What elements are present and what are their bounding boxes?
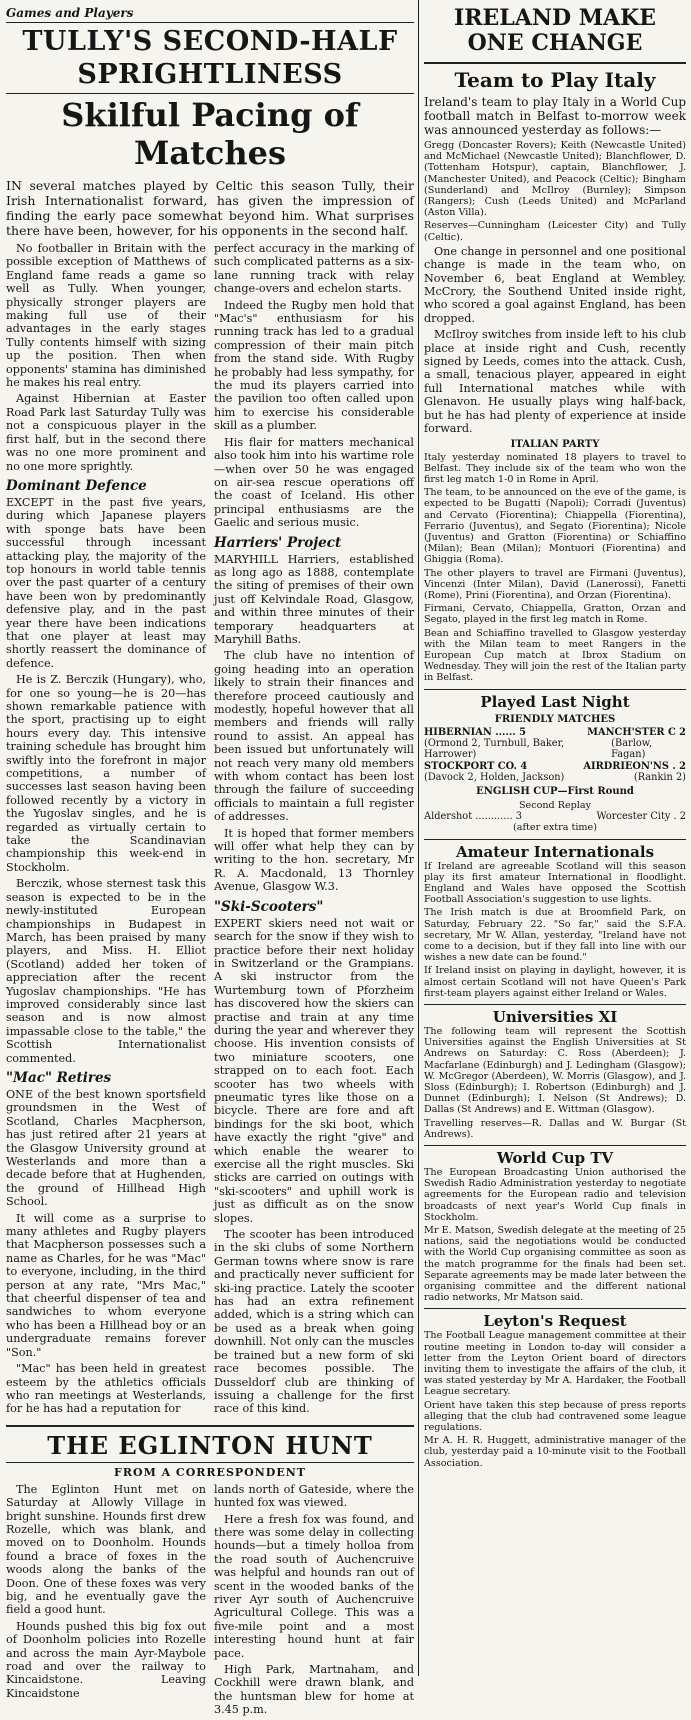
eglinton-column-b: [214, 1483, 414, 1720]
article-column-a: [6, 242, 206, 1419]
home-team-score: STOCKPORT CO. 4: [424, 760, 528, 772]
paragraph: EXCEPT in the past five years, during which Japanese players with sponge bats have been successful through incessant attacking play, the majority of the top honours in world table tennis over the past quarter of a century have been won by predominantly defensive play, and in the past year there have been indications that one player at least may shortly reassert the dominance of defence.: [6, 495, 206, 670]
harriers-project-heading: Harriers' Project: [214, 534, 342, 551]
paragraph: Orient have taken this step because of press reports alleging that the club had contravened some league regulations.: [424, 1399, 686, 1434]
paragraph: EXPERT skiers need not wait or search for the snow if they wish to practice before their next holiday in Switzerland or the Grampians. A ski instructor from the Wurtemburg town of Pforzheim has discovered how the skiers can practise and train at any time during the year and wherever they choose. His invention consists of two miniature scooters, one strapped on to each foot. Each scooter has two wheels with pneumatic tyres like those on a bicycle. There are fore and aft bindings for the ski boot, which have exactly the right "give" and which enable the wearer to exercise all the right muscles. Ski sticks are carried on outings with "ski-scooters" and uphill work is just as difficult as on the snow slopes.: [214, 916, 414, 1225]
paragraph: The following team will represent the Scottish Universities against the English Universities at St Andrews on Saturday: C. Ross (Aberdeen); J. Macfarlane (Edinburgh) and J. Ledingham (Glasgow); W. McGregor (Aberdeen), W. Morris (Glasgow), and J. Sloss (Edinburgh); I. Robertson (Edinburgh) and J. Dunnet (Edinburgh); I. Nelson (St Andrews); D. Dallas (St Andrews) and E. Wittman (Glasgow).: [424, 1025, 686, 1116]
paragraph: If Ireland insist on playing in daylight, however, it is almost certain Scotland will not have Queen's Park first-team players against either Ireland or Wales.: [424, 965, 686, 999]
paragraph: High Park, Martnaham, and Cockhill were drawn blank, and the huntsman blew for home at 3.45 p.m.: [214, 1663, 414, 1717]
paragraph: Mr E. Matson, Swedish delegate at the meeting of 25 nations, said the negotiations would be conducted with the World Cup organising committee as soon as the match programme for the finals had been set. Separate agreements may be made later between the organising committee and the different national radio networks, Mr Matson said.: [424, 1225, 686, 1304]
ireland-column: [424, 0, 686, 1676]
ski-scooters-heading: "Ski-Scooters": [214, 898, 324, 915]
paragraph: The Irish match is due at Broomfield Park, on Saturday, February 22. "So far," said the S.F.A. secretary, Mr W. Allan, yesterday, "Ireland have not come to a decision, but if they fall into line with our wishes a new date can be found.": [424, 907, 686, 964]
mac-retires-heading: "Mac" Retires: [6, 1069, 112, 1086]
headline-line-1: TULLY'S SECOND-HALF: [22, 26, 398, 57]
paragraph: Firmani, Cervato, Chiappella, Gratton, Orzan and Segato, played in the first leg match in Rome.: [424, 603, 686, 626]
paragraph: The Eglinton Hunt met on Saturday at Allowly Village in bright sunshine. Hounds first drew Rozelle, which was blank, and moved on to Doonholm. Hounds found a brace of foxes in the woods along the banks of the Doon. One of these foxes was very big, and he eventually gave the field a good hunt.: [6, 1482, 206, 1617]
headline-line-2: SPRIGHTLINESS: [77, 59, 343, 90]
friendly-matches-heading: FRIENDLY MATCHES: [494, 713, 616, 725]
eglinton-column-a: [6, 1483, 206, 1720]
paragraph: The other players to travel are Firmani (Juventus), Vincenzi (Inter Milan), David (Lanerossi), Fanetti (Rome), Prini (Fiorentina), and Orzan (Fiorentina).: [424, 567, 686, 601]
result-row: [424, 811, 686, 822]
paragraph: He is Z. Berczik (Hungary), who, for one so young—he is 20—has shown remarkable patience with the sport, practising up to eight hours every day. This intensive training schedule has brought him swiftly into the forefront in major competitions, a number of successes last season having been followed recently by a victory in the Yugoslav singles, and he is regarded as virtually certain to take the Scandinavian championship this week-end in Stockholm.: [6, 673, 206, 874]
paragraph: Berczik, whose sternest task this season is expected to be in the newly-instituted European championships in Budapest in March, has been praised by many players, and Miss. H. Elliot (Scotland) added her token of appreciation after the recent Yugoslav championships. "He has improved considerably since last season and is now almost impassable close to the table," the Scottish Internationalist commented.: [6, 877, 206, 1065]
ireland-headline: IRELAND MAKE ONE CHANGE: [453, 5, 657, 56]
paragraph: The European Broadcasting Union authorised the Swedish Radio Administration yesterday to negotiate agreements for the European radio and television broadcasts of next year's World Cup finals in Stockholm.: [424, 1167, 686, 1223]
second-replay-label: Second Replay: [518, 799, 592, 811]
article-column-b: [214, 242, 414, 1419]
paragraph: Mr A. H. R. Huggett, administrative manager of the club, yesterday paid a 10-minute visit to the Football Association.: [424, 1435, 686, 1469]
extra-time-note: (after extra time): [513, 822, 597, 834]
paragraph: It is hoped that former members will offer what help they can by writing to the hon. secretary, Mr R. A. Macdonald, 13 Thornley Avenue, Glasgow W.3.: [214, 826, 414, 894]
lead-paragraph: IN several matches played by Celtic this season Tully, their Irish Internationalist forward, has given the impression of finding the early pace somewhat beyond him. What surprises there have been, however, for his opponents in the second half.: [6, 178, 414, 238]
home-scorers: (Davock 2, Holden, Jackson): [424, 772, 565, 784]
paragraph: Indeed the Rugby men hold that "Mac's" enthusiasm for his running track has led to a gradual compression of their main pitch from the stand side. With Rugby he probably had less sympathy, for the mud its players carried into the pavilion too often called upon him to exercise his considerable skill as a plumber.: [214, 298, 414, 433]
paragraph: ONE of the best known sportsfield groundsmen in the West of Scotland, Charles Macpherson, has just retired after 21 years at the Glasgow University ground at Westerlands and more than a decade before that at Hughenden, the ground of Hillhead High School.: [6, 1087, 206, 1209]
paragraph: Bean and Schiaffino travelled to Glasgow yesterday with the Milan team to meet Rangers in the European Cup match at Ibrox Stadium on Wednesday. They will join the rest of the Italian party in Belfast.: [424, 627, 686, 684]
away-team-score: AIRDRIEON'NS . 2: [583, 760, 686, 772]
italian-party-heading: ITALIAN PARTY: [510, 438, 600, 450]
article-columns: [6, 242, 414, 1419]
team-list: Gregg (Doncaster Rovers); Keith (Newcastle United) and McMichael (Newcastle United); Blanchflower, D. (Tottenham Hotspur), captain, Blanchflower, J. (Manchester United), and Peacock (Celtic); Bingham (Sunderland) and McIlroy (Burnley); Simpson (Rangers); Cush (Leeds United) and McParland (Aston Villa).: [424, 140, 686, 219]
paragraph: perfect accuracy in the marking of such complicated patterns as a six-lane running track with relay change-overs and echelon starts.: [214, 242, 414, 296]
paragraph: Against Hibernian at Easter Road Park last Saturday Tully was not a conspicuous player in the first half, but in the second there was no one more prominent and no one more sprightly.: [6, 392, 206, 473]
result-row: [424, 727, 686, 738]
paragraph: Here a fresh fox was found, and there was some delay in collecting hounds—but a timely holloa from the road south of Auchencruive was helpful and hounds ran out of scent in the wooded banks of the river Ayr south of Auchencruive Agricultural College. This was a five-mile point and a most interesting hound hunt at fair pace.: [214, 1512, 414, 1660]
result-row: [424, 761, 686, 772]
paragraph: If Ireland are agreeable Scotland will this season play its first amateur International in floodlight. England and Wales have opposed the Scottish Football Association's suggestion to use lights.: [424, 860, 686, 906]
paragraph: The club have no intention of going heading into an operation likely to strain their finances and therefore proceed cautiously and modestly, hopeful however that all members and friends will rally round to assist. An appeal has been issued but unfortunately will not reach very many old members with whom contact has been lost through the failure of succeeding officials to maintain a full register of addresses.: [214, 649, 414, 824]
section-label: Games and Players: [6, 0, 414, 23]
home-scorers: (Ormond 2, Turnbull, Baker, Harrower): [424, 738, 565, 761]
scorers-row: [424, 772, 686, 783]
universities-xi-heading: Universities XI: [424, 1004, 686, 1026]
away-team-score: MANCH'STER C 2: [587, 726, 686, 738]
paragraph: His flair for matters mechanical also took him into his wartime role—when over 50 he was engaged on air-sea rescue operations off the coast of Iceland. His other principal enthusiasms are the Gaelic and serious music.: [214, 435, 414, 530]
results-block: [424, 714, 686, 834]
away-scorers: (Rankin 2): [633, 772, 686, 784]
paragraph: lands north of Gateside, where the hunted fox was viewed.: [214, 1482, 414, 1510]
scorers-row: [424, 738, 686, 761]
home-team-score: HIBERNIAN ...... 5: [424, 726, 526, 738]
paragraph: Italy yesterday nominated 18 players to travel to Belfast. They include six of the team who won the first leg match 1-0 in Rome in April.: [424, 451, 686, 485]
eglinton-hunt-byline: FROM A CORRESPONDENT: [114, 1465, 306, 1479]
paragraph: Travelling reserves—R. Dallas and W. Burgar (St Andrews).: [424, 1117, 686, 1140]
home-team-score: Aldershot ............ 3: [424, 810, 522, 822]
paragraph: The scooter has been introduced in the ski clubs of some Northern German towns where snow is rare and practically never sufficient for ski-ing practice. Lately the scooter has had an extra refinement added, which is a string which can be used as a break when going downhill. Not only can the muscles be trained but a new form of ski race becomes possible. The Dusseldorf club are thinking of issuing a challenge for the first race of this kind.: [214, 1228, 414, 1416]
paragraph: No footballer in Britain with the possible exception of Matthews of England fame reads a game so well as Tully. When younger, physically stronger players are making full use of their advantages in the early stages Tully contents himself with sizing up the position. Then when opponents' stamina has diminished he makes his real entry.: [6, 242, 206, 390]
amateur-internationals-heading: Amateur Internationals: [424, 839, 686, 861]
eglinton-hunt-title: THE EGLINTON HUNT: [6, 1425, 414, 1463]
paragraph: Hounds pushed this big fox out of Doonholm policies into Rozelle and across the main Ayr-Maybole road and over the railway to Kincaidstone. Leaving Kincaidstone: [6, 1619, 206, 1700]
played-last-night-heading: Played Last Night: [424, 689, 686, 711]
paragraph: MARYHILL Harriers, established as long ago as 1888, contemplate the siting of premises of their own just off Kelvindale Road, Glasgow, and within three minutes of their temporary headquarters at Maryhill Baths.: [214, 552, 414, 646]
away-team-score: Worcester City . 2: [596, 810, 686, 822]
paragraph: One change in personnel and one positional change is made in the team who, on November 6, beat England at Wembley. McCrory, the Southend United inside right, who scored a goal against England, has been dropped.: [424, 244, 686, 325]
paragraph: The Football League management committee at their routine meeting in London to-day will consider a letter from the Leyton Orient board of directors inviting them to investigate the affairs of the club, it was stated yesterday by Mr A. Hardaker, the Football League secretary.: [424, 1330, 686, 1398]
team-to-play-italy-heading: Team to Play Italy: [424, 62, 686, 92]
paragraph: The team, to be announced on the eve of the game, is expected to be Bugatti (Napoli); Corradi (Juventus) and Cervato (Fiorentina); Chiappella (Fiorentina), Ferrario (Juventus), and Segato (Fiorentina); Nicole (Juventus) and Gratton (Fiorentina) or Schiaffino (Milan); Bean (Milan); Montuori (Fiorentina) and Ghiggia (Roma).: [424, 487, 686, 566]
away-scorers: (Barlow, Fagan): [611, 738, 653, 761]
world-cup-tv-heading: World Cup TV: [424, 1145, 686, 1167]
english-cup-heading: ENGLISH CUP—First Round: [476, 786, 634, 798]
paragraph: McIlroy switches from inside left to his club place at inside right and Cush, recently signed by Leeds, comes into the attack. Cush, a small, tenacious player, appeared in eight full International matches while with Glenavon. He usually plays wing half-back, but he has had plenty of experience at inside forward.: [424, 328, 686, 436]
paragraph: "Mac" has been held in greatest esteem by the athletics officials who ran meetings at Westerlands, for he has had a reputation for: [6, 1362, 206, 1416]
games-and-players-column: [6, 0, 414, 1717]
paragraph: It will come as a surprise to many athletes and Rugby players that Macpherson possesses such a name as Charles, for he was "Mac" to everyone, including, in the third person at any rate, "Mrs Mac," that cheerful dispenser of tea and sandwiches to whom everyone who has been a Hillhead boy or an undergraduate remains forever "Son.": [6, 1211, 206, 1359]
subheadline: Skilful Pacing of Matches: [6, 93, 414, 172]
dominant-defence-heading: Dominant Defence: [6, 477, 147, 494]
leytons-request-heading: Leyton's Request: [424, 1308, 686, 1330]
eglinton-columns: [6, 1483, 414, 1720]
column-divider: [418, 0, 419, 1676]
reserves: Reserves—Cunningham (Leicester City) and Tully (Celtic).: [424, 220, 686, 243]
intro-paragraph: Ireland's team to play Italy in a World Cup football match in Belfast to-morrow week was announced yesterday as follows:—: [424, 95, 686, 137]
